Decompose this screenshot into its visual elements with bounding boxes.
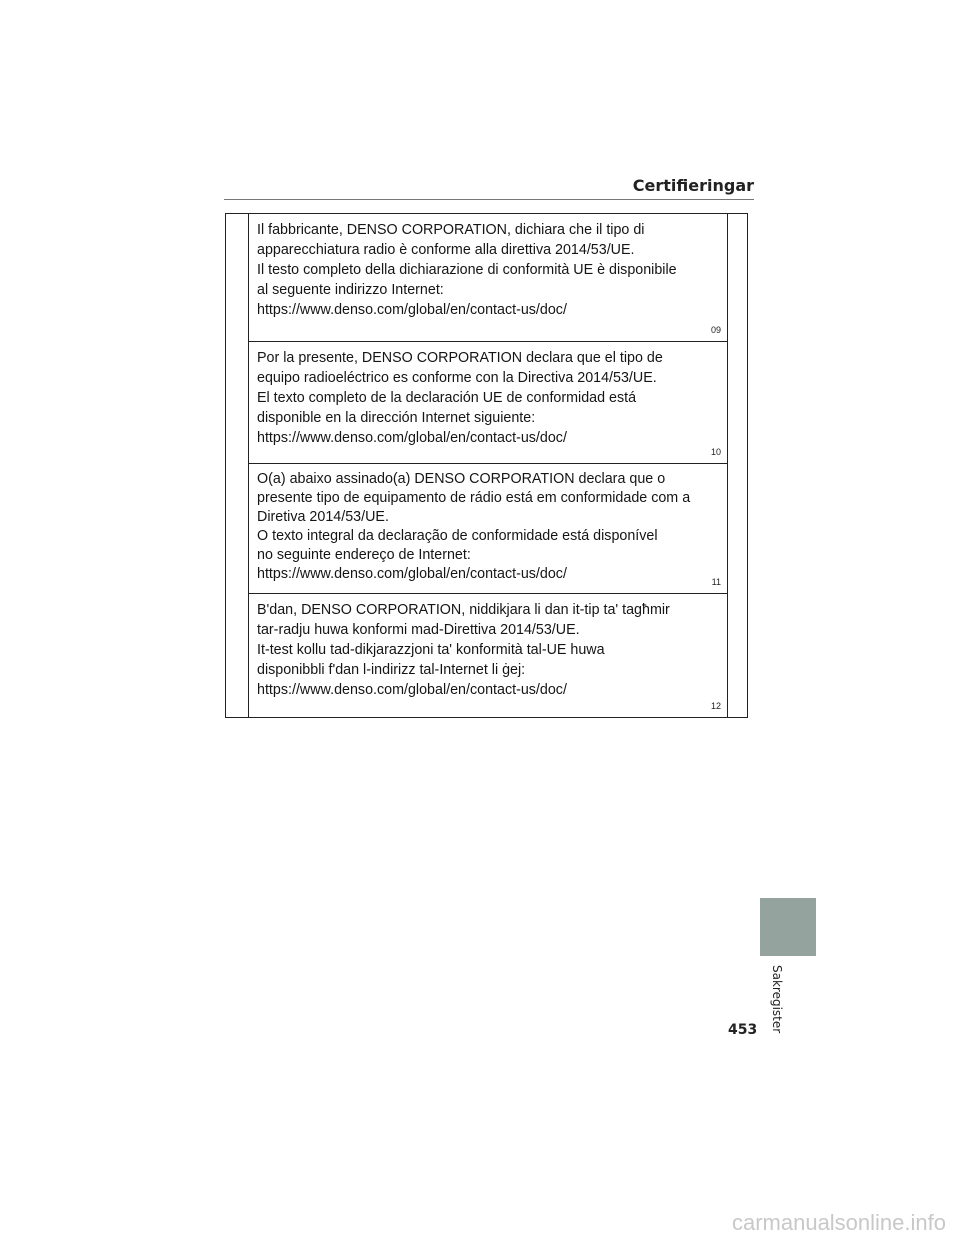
text-line: Il fabbricante, DENSO CORPORATION, dichiara che il tipo di: [257, 222, 645, 238]
table-right-column-line: [727, 214, 728, 717]
text-line: It-test kollu tad-dikjarazzjoni ta' konformità tal-UE huwa: [257, 642, 605, 658]
text-line: no seguinte endereço de Internet:: [257, 547, 471, 563]
text-line: al seguente indirizzo Internet:: [257, 282, 444, 298]
declaration-block-maltese: [249, 594, 727, 717]
text-line: https://www.denso.com/global/en/contact-us/doc/: [257, 430, 567, 446]
text-line: https://www.denso.com/global/en/contact-us/doc/: [257, 302, 567, 318]
page-number: 453: [728, 1022, 758, 1038]
text-line: O texto integral da declaração de conformidade está disponível: [257, 528, 658, 544]
index-side-label: Sakregister: [770, 965, 784, 1034]
declaration-block-portuguese: [249, 464, 727, 594]
block-number: 12: [710, 701, 721, 711]
text-line: El texto completo de la declaración UE de conformidad está: [257, 390, 637, 406]
text-line: Il testo completo della dichiarazione di conformità UE è disponibile: [257, 262, 677, 278]
text-line: B'dan, DENSO CORPORATION, niddikjara li dan it-tip ta' tagħmir: [257, 602, 670, 618]
declaration-block-spanish: [249, 342, 727, 464]
text-line: disponible en la dirección Internet siguiente:: [257, 410, 536, 426]
certification-table: [225, 213, 748, 718]
block-number: 10: [710, 447, 721, 457]
section-title: Certifieringar: [632, 176, 754, 195]
text-line: O(a) abaixo assinado(a) DENSO CORPORATION declara que o: [257, 471, 666, 487]
text-line: presente tipo de equipamento de rádio está em conformidade com a: [257, 490, 691, 506]
text-line: tar-radju huwa konformi mad-Direttiva 2014/53/UE.: [257, 622, 580, 638]
declaration-block-italian: [249, 214, 727, 342]
text-line: apparecchiatura radio è conforme alla direttiva 2014/53/UE.: [257, 242, 635, 258]
declaration-text: [257, 220, 722, 320]
watermark: carmanualsonline.info: [731, 1210, 946, 1235]
block-number: 09: [710, 325, 721, 335]
declaration-text: [257, 600, 722, 700]
text-line: https://www.denso.com/global/en/contact-us/doc/: [257, 566, 567, 582]
text-line: https://www.denso.com/global/en/contact-us/doc/: [257, 682, 567, 698]
text-line: Por la presente, DENSO CORPORATION declara que el tipo de: [257, 350, 663, 366]
text-line: equipo radioeléctrico es conforme con la Directiva 2014/53/UE.: [257, 370, 657, 386]
declaration-text: [257, 470, 722, 584]
block-number: 11: [711, 577, 721, 587]
text-line: Diretiva 2014/53/UE.: [257, 509, 389, 525]
declaration-text: [257, 348, 722, 448]
text-line: disponibbli f'dan l-indirizz tal-Internet li ġej:: [257, 662, 526, 678]
index-side-tab: [760, 898, 816, 956]
header-divider: [224, 199, 754, 200]
